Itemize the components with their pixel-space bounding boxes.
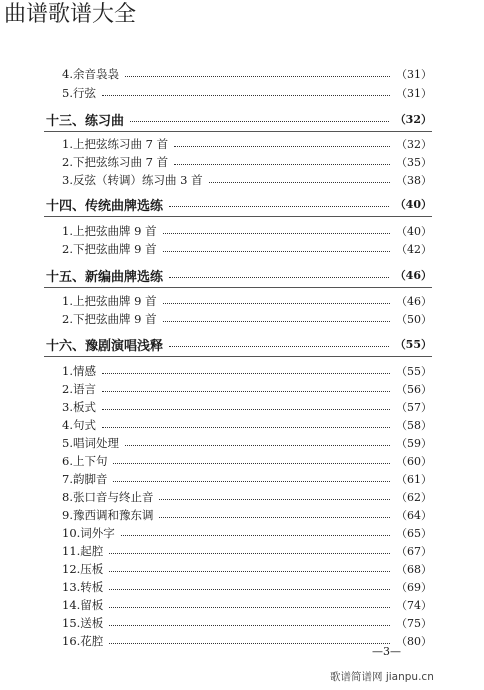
toc-page-number: （56）	[396, 383, 432, 396]
dot-leader	[102, 373, 390, 374]
toc-label: 十四、传统曲牌选练	[46, 198, 164, 214]
toc-label: 十六、豫剧演唱浅释	[46, 338, 164, 354]
toc-item[interactable]	[0, 380, 484, 398]
toc-item[interactable]	[0, 416, 484, 434]
toc-page-number: （61）	[396, 473, 432, 486]
toc-item[interactable]	[0, 84, 484, 102]
toc-label: 12.压板	[62, 562, 104, 576]
section-divider	[44, 216, 432, 217]
toc-item[interactable]	[0, 398, 484, 416]
dot-leader	[169, 346, 389, 347]
toc-item[interactable]	[0, 65, 484, 83]
dot-leader	[109, 553, 390, 554]
toc-item[interactable]	[0, 434, 484, 452]
toc-label: 11.起腔	[62, 544, 104, 558]
toc-label: 1.上把弦曲牌 9 首	[62, 294, 157, 308]
dot-leader	[174, 164, 390, 165]
toc-page-number: （42）	[396, 243, 432, 256]
dot-leader	[163, 233, 390, 234]
toc-section[interactable]	[0, 266, 484, 284]
toc-item[interactable]	[0, 171, 484, 189]
toc-section[interactable]	[0, 195, 484, 213]
toc-item[interactable]	[0, 632, 484, 650]
toc-label: 2.下把弦曲牌 9 首	[62, 242, 157, 256]
toc-page-number: （59）	[396, 437, 432, 450]
toc-label: 9.豫西调和豫东调	[62, 508, 154, 522]
toc-page-number: （80）	[396, 635, 432, 648]
page-number: —3—	[372, 645, 401, 658]
toc-page-number: （40）	[396, 225, 432, 238]
dot-leader	[113, 481, 390, 482]
toc-label: 2.下把弦练习曲 7 首	[62, 155, 169, 169]
dot-leader	[163, 251, 390, 252]
toc-item[interactable]	[0, 240, 484, 258]
toc-page-number: （31）	[396, 68, 432, 81]
toc-item[interactable]	[0, 452, 484, 470]
toc-page-number: （69）	[396, 581, 432, 594]
dot-leader	[102, 409, 390, 410]
toc-label: 4.句式	[62, 418, 96, 432]
section-divider	[44, 287, 432, 288]
toc-page-number: （55）	[396, 365, 432, 378]
toc-label: 1.上把弦练习曲 7 首	[62, 137, 169, 151]
toc-item[interactable]	[0, 362, 484, 380]
toc-page-number: （65）	[396, 527, 432, 540]
dot-leader	[121, 535, 390, 536]
dot-leader	[163, 321, 390, 322]
toc-label: 3.板式	[62, 400, 96, 414]
site-header-title: 曲谱歌谱大全	[4, 2, 137, 27]
toc-label: 2.下把弦曲牌 9 首	[62, 312, 157, 326]
toc-label: 5.行弦	[62, 86, 96, 100]
dot-leader	[109, 643, 390, 644]
toc-page-number: （58）	[396, 419, 432, 432]
toc-page-number: （32）	[396, 138, 432, 151]
dot-leader	[209, 182, 390, 183]
toc-label: 6.上下句	[62, 454, 108, 468]
toc-page-number: （32）	[394, 113, 432, 126]
dot-leader	[109, 589, 390, 590]
toc-item[interactable]	[0, 578, 484, 596]
toc-label: 10.词外字	[62, 526, 115, 540]
toc-label: 14.留板	[62, 598, 104, 612]
dot-leader	[159, 499, 390, 500]
toc-page-number: （40）	[394, 198, 432, 211]
toc-page-number: （62）	[396, 491, 432, 504]
toc-item[interactable]	[0, 506, 484, 524]
toc-item[interactable]	[0, 524, 484, 542]
toc-label: 16.花腔	[62, 634, 104, 648]
toc-label: 15.送板	[62, 616, 104, 630]
toc-label: 1.上把弦曲牌 9 首	[62, 224, 157, 238]
toc-item[interactable]	[0, 560, 484, 578]
toc-section[interactable]	[0, 110, 484, 128]
toc-page-number: （64）	[396, 509, 432, 522]
dot-leader	[109, 607, 390, 608]
toc-page-number: （46）	[394, 269, 432, 282]
toc-label: 13.转板	[62, 580, 104, 594]
toc-item[interactable]	[0, 542, 484, 560]
dot-leader	[174, 146, 390, 147]
toc-page-number: （67）	[396, 545, 432, 558]
dot-leader	[109, 625, 390, 626]
toc-item[interactable]	[0, 153, 484, 171]
toc-page-number: （50）	[396, 313, 432, 326]
toc-label: 十三、练习曲	[46, 113, 125, 129]
dot-leader	[113, 463, 390, 464]
toc-item[interactable]	[0, 488, 484, 506]
toc-item[interactable]	[0, 222, 484, 240]
toc-item[interactable]	[0, 470, 484, 488]
dot-leader	[109, 571, 390, 572]
toc-item[interactable]	[0, 292, 484, 310]
section-divider	[44, 131, 432, 132]
dot-leader	[169, 206, 389, 207]
toc-page-number: （60）	[396, 455, 432, 468]
dot-leader	[102, 95, 390, 96]
toc-page-number: （55）	[394, 338, 432, 351]
toc-page-number: （75）	[396, 617, 432, 630]
dot-leader	[130, 121, 389, 122]
dot-leader	[102, 391, 390, 392]
dot-leader	[125, 76, 390, 77]
toc-page-number: （38）	[396, 174, 432, 187]
dot-leader	[102, 427, 390, 428]
toc-label: 2.语言	[62, 382, 96, 396]
toc-label: 3.反弦（转调）练习曲 3 首	[62, 173, 203, 187]
toc-item[interactable]	[0, 310, 484, 328]
toc-label: 7.韵脚音	[62, 472, 108, 486]
toc-page-number: （35）	[396, 156, 432, 169]
toc-label: 十五、新编曲牌选练	[46, 269, 164, 285]
watermark: 歌谱简谱网 jianpu.cn	[330, 671, 434, 683]
dot-leader	[159, 517, 390, 518]
toc-item[interactable]	[0, 596, 484, 614]
section-divider	[44, 356, 432, 357]
toc-label: 5.唱词处理	[62, 436, 119, 450]
toc-page-number: （68）	[396, 563, 432, 576]
toc-item[interactable]	[0, 614, 484, 632]
toc-page-number: （57）	[396, 401, 432, 414]
toc-section[interactable]	[0, 335, 484, 353]
toc-page-number: （74）	[396, 599, 432, 612]
toc-label: 4.余音袅袅	[62, 67, 119, 81]
toc-page-number: （46）	[396, 295, 432, 308]
dot-leader	[163, 303, 390, 304]
toc-label: 1.情感	[62, 364, 96, 378]
toc-label: 8.张口音与终止音	[62, 490, 154, 504]
dot-leader	[169, 277, 389, 278]
toc-item[interactable]	[0, 135, 484, 153]
toc-page-number: （31）	[396, 87, 432, 100]
dot-leader	[125, 445, 390, 446]
